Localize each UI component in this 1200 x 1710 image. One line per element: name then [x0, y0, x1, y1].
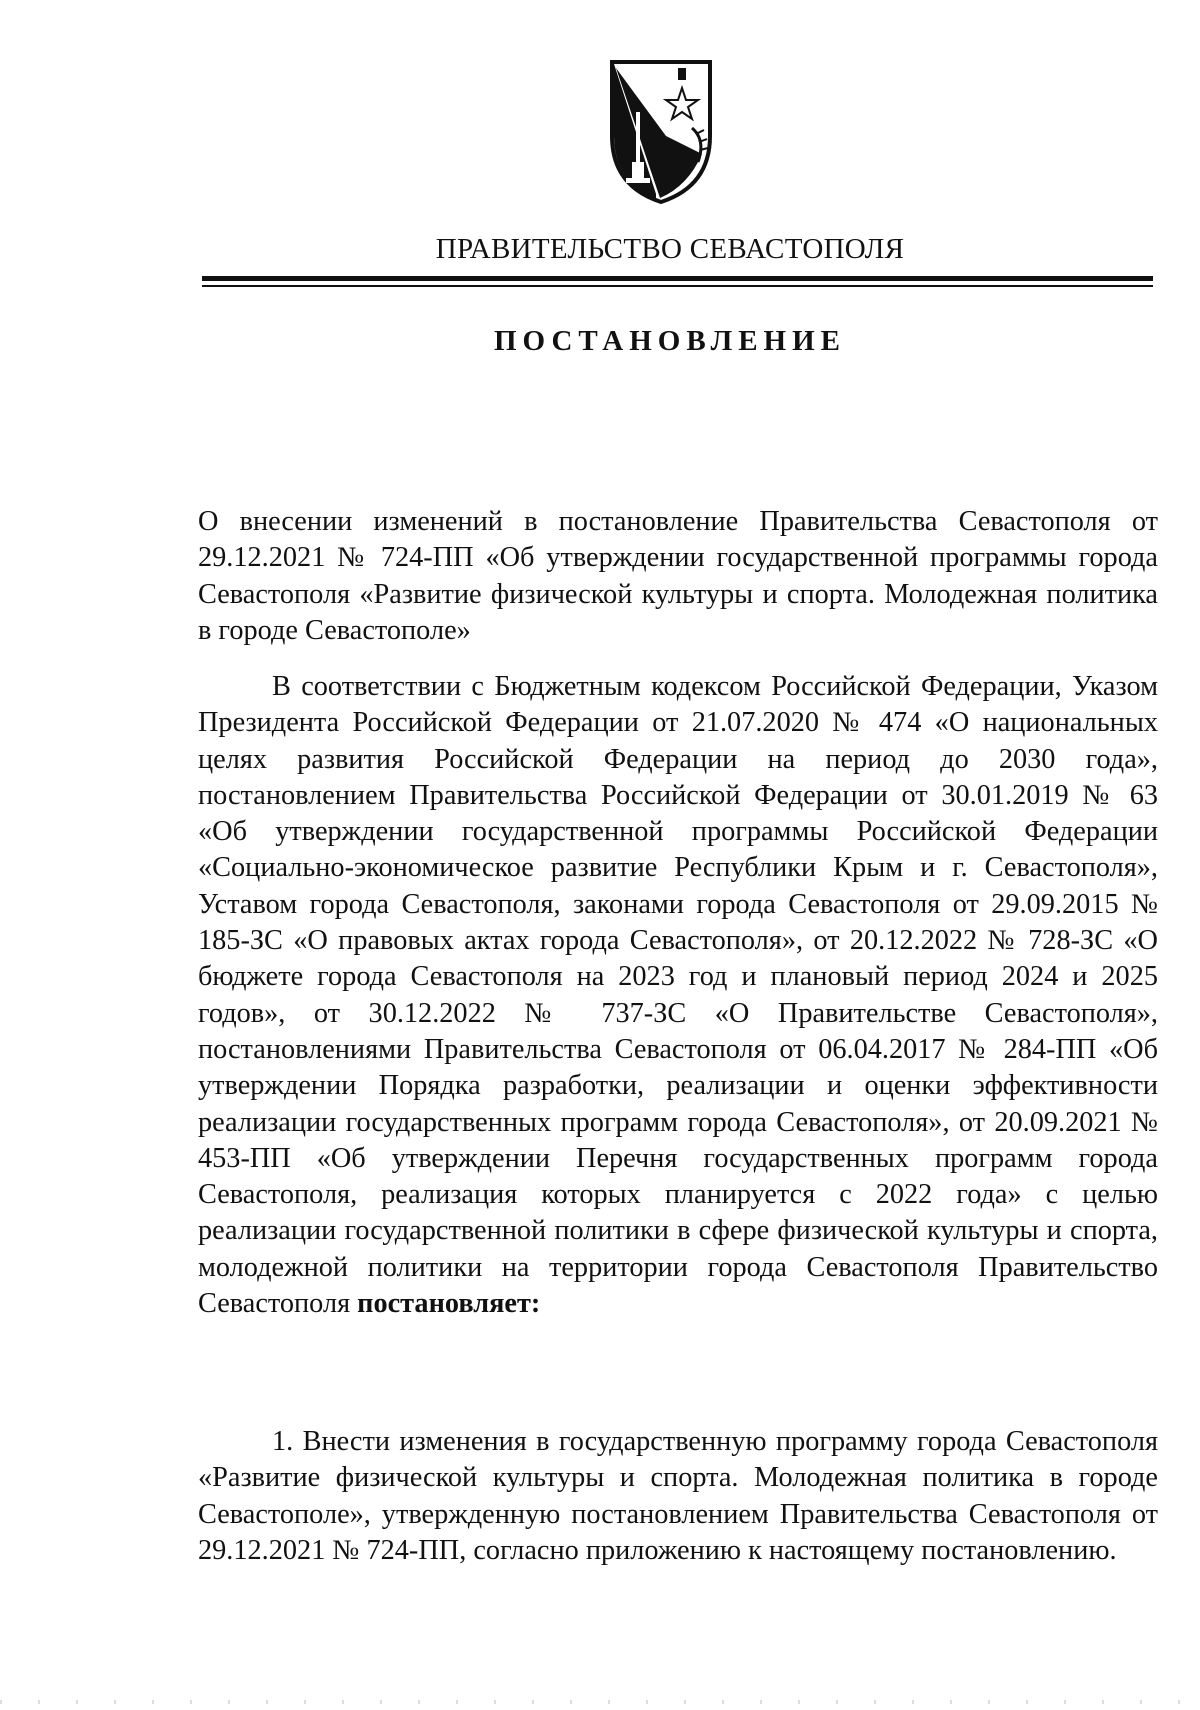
- document-type-title: ПОСТАНОВЛЕНИЕ: [493, 325, 846, 357]
- resolves-word: постановляет:: [357, 1288, 541, 1320]
- document-subject: О внесении изменений в постановление Правительства Севастополя от 29.12.2021 № 724-ПП «Об утверждении государственной программы города Севастополя «Развитие физической культуры и спорта. Молодежная политика в городе Севастополе»: [198, 506, 1158, 646]
- preamble-text: В соответствии с Бюджетным кодексом Российской Федерации, Указом Президента Российской Федерации от 21.07.2020 № 474 «О национальных целях развития Российской Федерации на период до 2030 года», постановлением Правительства Российской Федерации от 30.01.2019 № 63 «Об утверждении государственной программы Российской Федерации «Социально-экономическое развитие Республики Крым и г. Севастополя», Уставом города Севастополя, законами города Севастополя от 29.09.2015 № 185-ЗС «О правовых актах города Севастополя», от 20.12.2022 № 728-ЗС «О бюджете города Севастополя на 2023 год и плановый период 2024 и 2025 годов», от 30.12.2022 № 737-ЗС «О Правительстве Севастополя», постановлениями Правительства Севастополя от 06.04.2017 № 284-ПП «Об утверждении Порядка разработки, реализации и оценки эффективности реализации государственных программ города Севастополя», от 20.09.2021 № 453-ПП «Об утверждении Перечня государственных программ города Севастополя, реализация которых планируется с 2022 года» с целью реализации государственной политики в сфере физической культуры и спорта, молодежной политики на территории города Севастополя Правительство Севастополя: [198, 671, 1158, 1320]
- organization-title: ПРАВИТЕЛЬСТВО СЕВАСТОПОЛЯ: [435, 233, 905, 265]
- coat-of-arms-icon: [606, 58, 716, 208]
- header-rule-thin: [202, 285, 1153, 287]
- scan-artifacts: [0, 1700, 1200, 1704]
- preamble-paragraph: [198, 669, 1158, 1322]
- resolution-item: 1. Внести изменения в государственную программу города Севастополя «Развитие физической культуры и спорта. Молодежная политика в городе Севастополе», утвержденную постановлением Правительства Севастополя от 29.12.2021 № 724-ПП, согласно приложению к настоящему постановлению.: [198, 1426, 1158, 1566]
- header-rule-thick: [202, 276, 1153, 281]
